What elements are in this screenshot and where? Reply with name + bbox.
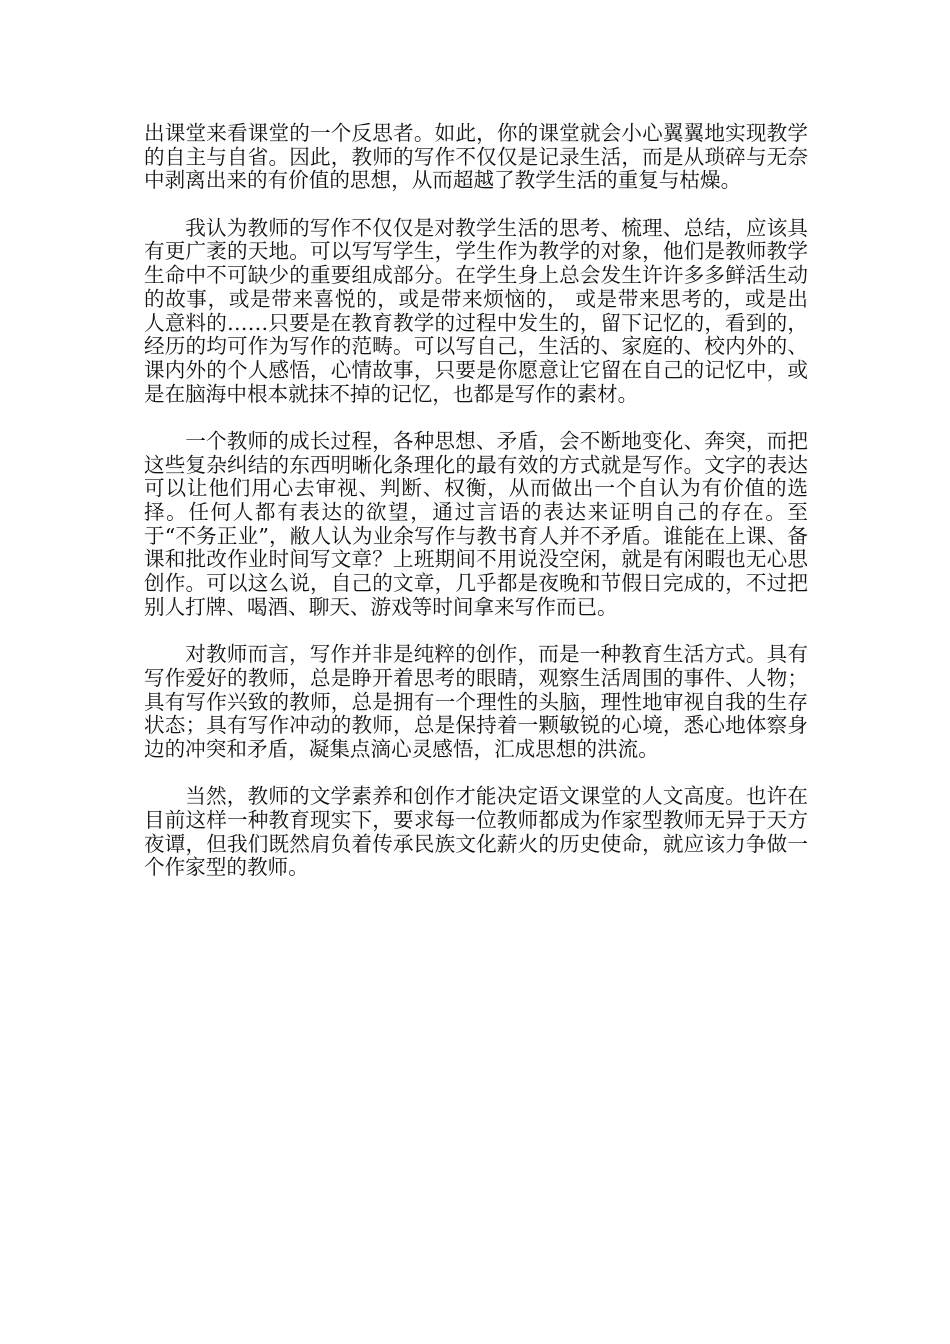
paragraph-1: 出课堂来看课堂的一个反思者。如此，你的课堂就会小心翼翼地实现教学的自主与自省。因此，教师的写作不仅仅是记录生活，而是从琐碎与无奈中剥离出来的有价值的思想，从而超越了教学生活的重复与枯燥。 [144,121,808,193]
paragraph-3: 一个教师的成长过程，各种思想、矛盾，会不断地变化、奔突，而把这些复杂纠结的东西明晰化条理化的最有效的方式就是写作。文字的表达可以让他们用心去审视、判断、权衡，从而做出一个自认为有价值的选择。任何人都有表达的欲望，通过言语的表达来证明自己的存在。至于“不务正业”，敝人认为业余写作与教书育人并不矛盾。谁能在上课、备课和批改作业时间写文章？上班期间不用说没空闲，就是有闲暇也无心思创作。可以这么说，自己的文章，几乎都是夜晚和节假日完成的，不过把别人打牌、喝酒、聊天、游戏等时间拿来写作而已。 [144,428,808,619]
document-body [144,122,808,904]
paragraph-4: 对教师而言，写作并非是纯粹的创作，而是一种教育生活方式。具有写作爱好的教师，总是睁开着思考的眼睛，观察生活周围的事件、人物；具有写作兴致的教师，总是拥有一个理性的头脑，理性地审视自我的生存状态；具有写作冲动的教师，总是保持着一颗敏锐的心境，悉心地体察身边的冲突和矛盾，凝集点滴心灵感悟，汇成思想的洪流。 [144,642,808,761]
paragraph-2: 我认为教师的写作不仅仅是对教学生活的思考、梳理、总结，应该具有更广袤的天地。可以写写学生，学生作为教学的对象，他们是教师教学生命中不可缺少的重要组成部分。在学生身上总会发生许许多多鲜活生动的故事，或是带来喜悦的，或是带来烦恼的， 或是带来思考的，或是出人意料的……只要是在教育教学的过程中发生的，留下记忆的，看到的，经历的均可作为写作的范畴。可以写自己，生活的、家庭的、校内外的、课内外的个人感悟，心情故事，只要是你愿意让它留在自己的记忆中，或是在脑海中根本就抹不掉的记忆，也都是写作的素材。 [144,215,808,406]
paragraph-5: 当然，教师的文学素养和创作才能决定语文课堂的人文高度。也许在目前这样一种教育现实下，要求每一位教师都成为作家型教师无异于天方夜谭，但我们既然肩负着传承民族文化薪火的历史使命，就应该力争做一个作家型的教师。 [144,784,808,880]
